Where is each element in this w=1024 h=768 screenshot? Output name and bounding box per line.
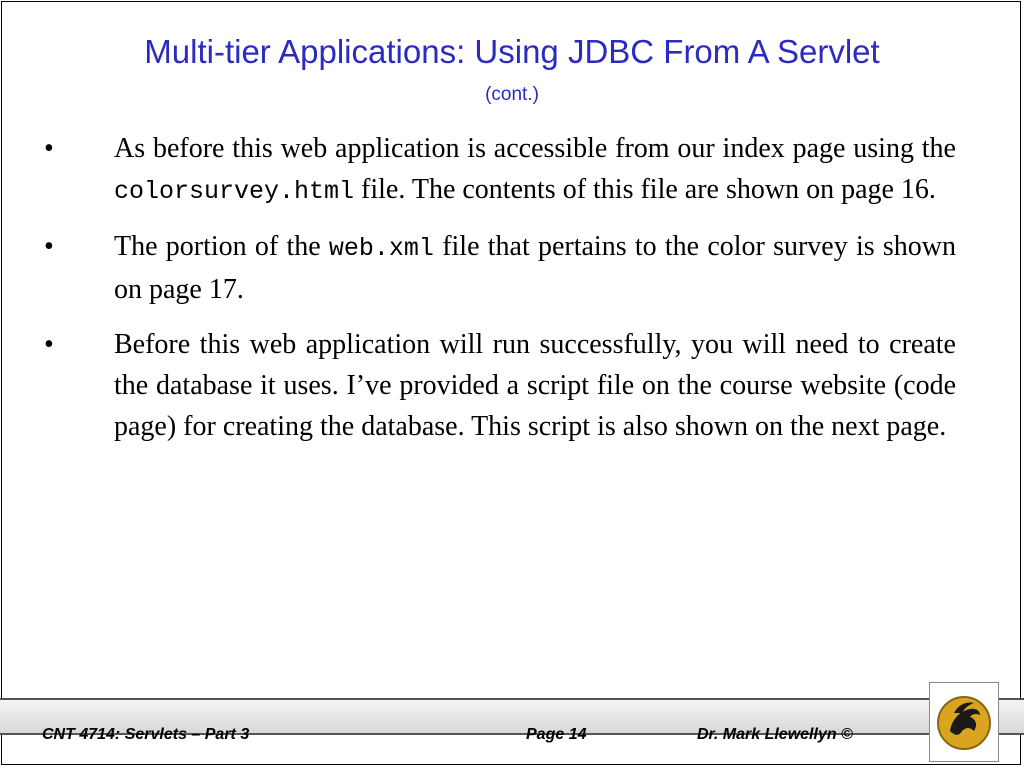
footer-author: Dr. Mark Llewellyn © [697,726,853,743]
bullet-marker: • [44,133,54,164]
bullet-text-after: file. The contents of this file are shown on page 16. [354,174,936,205]
footer-page-number: Page 14 [526,726,587,743]
bullet-item [40,226,956,310]
slide-subtitle: (cont.) [485,84,539,105]
bullet-marker: • [44,329,54,360]
filename-code: web.xml [328,234,434,263]
bullet-item [40,324,956,447]
bullet-text: Before this web application will run successfully, you will need to create the database it uses. I’ve provided a script file on the course website (code page) for creating the database. This script is also shown on the next page. [114,329,956,442]
bullet-item [40,128,956,212]
ucf-pegasus-logo-icon [929,682,999,762]
bullet-list [40,128,956,461]
footer-course: CNT 4714: Servlets – Part 3 [42,726,250,743]
bullet-text-before: The portion of the [114,231,329,262]
bullet-text-after: file that pertains to the color survey is shown on page 17. [114,231,957,305]
bullet-text [114,128,956,212]
bullet-marker: • [44,231,54,262]
bullet-text [114,226,956,310]
bullet-text-before: As before this web application is accessible from our index page using the [114,133,956,164]
slide-title: Multi-tier Applications: Using JDBC From A Servlet [144,33,880,70]
filename-code: colorsurvey.html [114,177,355,206]
